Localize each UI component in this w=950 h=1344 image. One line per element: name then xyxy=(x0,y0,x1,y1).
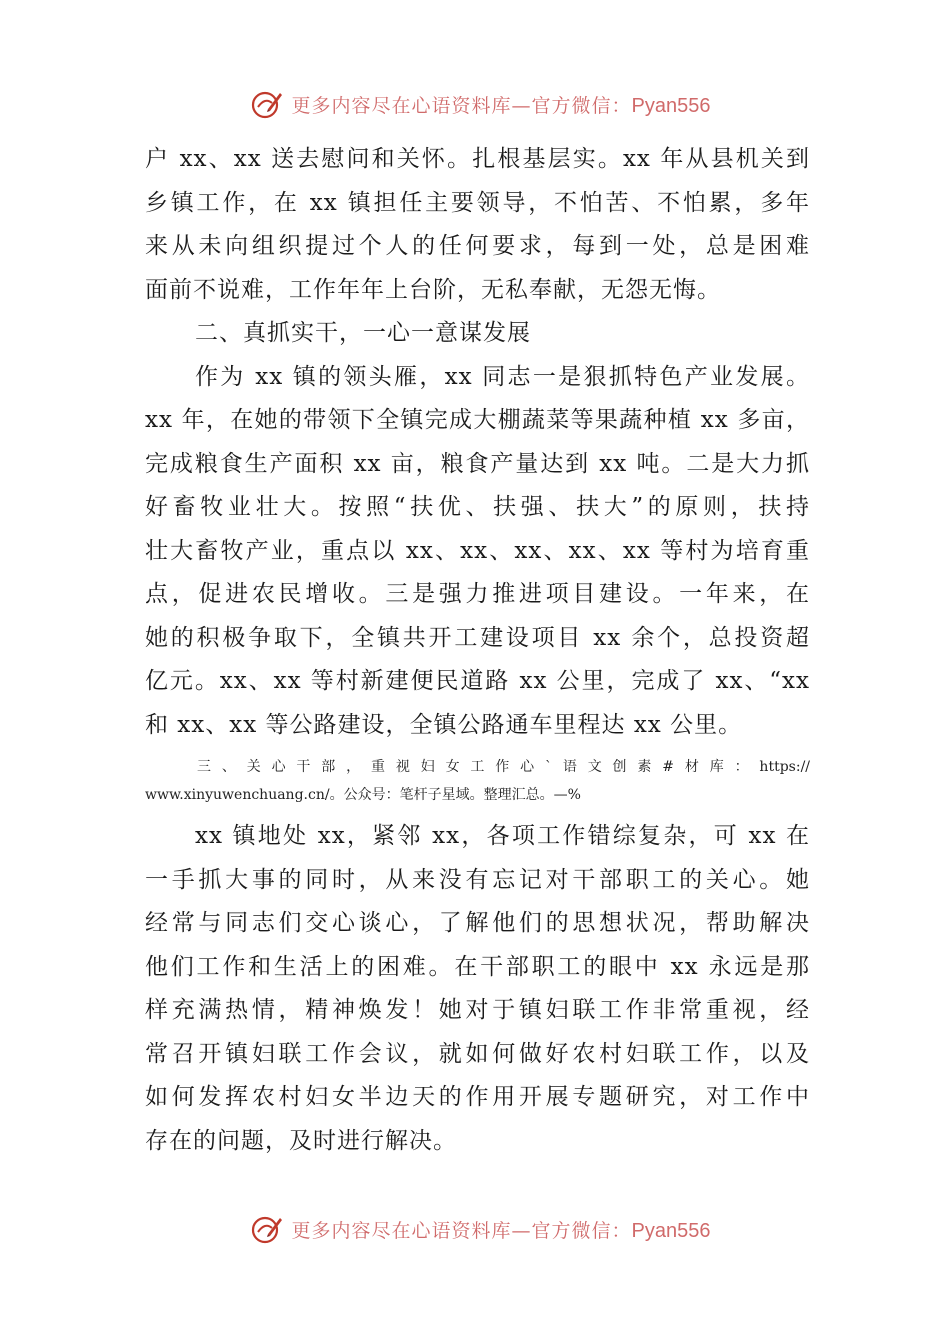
paragraph-1-line-4: 面前不说难，工作年年上台阶，无私奉献，无怨无悔。 xyxy=(145,276,721,303)
paragraph-1-line-3: 来从未向组织提过个人的任何要求，每到一处，总是困难 xyxy=(145,233,810,259)
paragraph-1-line-2: 乡镇工作，在 xx 镇担任主要领导，不怕苦、不怕累，多年 xyxy=(145,189,810,216)
paragraph-3-line-1: xx 镇地处 xx，紧邻 xx，各项工作错综复杂，可 xx 在 xyxy=(195,823,810,849)
paragraph-3-line-5: 样充满热情，精神焕发！她对于镇妇联工作非常重视，经 xyxy=(145,997,810,1023)
header-banner-label: 更多内容尽在心语资料库—官方微信： xyxy=(291,94,632,117)
paragraph-3-line-3: 经常与同志们交心谈心，了解他们的思想状况，帮助解决 xyxy=(145,910,810,936)
paragraph-2-line-3: 完成粮食生产面积 xx 亩，粮食产量达到 xx 吨。二是大力抓 xyxy=(145,450,810,477)
paragraph-2-line-9: 和 xx、xx 等公路建设，全镇公路通车里程达 xx 公里。 xyxy=(145,711,743,738)
paragraph-3-line-8: 存在的问题，及时进行解决。 xyxy=(145,1127,457,1154)
section-3-heading-line-1: 三、关心干部，重视妇女工作心`语文创素#材库：https:// xyxy=(197,759,810,775)
paragraph-2-line-5: 壮大畜牧产业，重点以 xx、xx、xx、xx、xx 等村为培育重 xyxy=(145,537,810,564)
header-banner-inner xyxy=(240,87,711,121)
footer-banner xyxy=(0,1209,950,1249)
section-2-heading: 二、真抓实干，一心一意谋发展 xyxy=(195,320,531,346)
paragraph-3-line-2: 一手抓大事的同时，从来没有忘记对干部职工的关心。她 xyxy=(145,866,810,893)
paragraph-1-line-1: 户 xx、xx 送去慰问和关怀。扎根基层实。xx 年从县机关到 xyxy=(145,146,810,172)
footer-banner-inner xyxy=(240,1212,711,1246)
footer-banner-label: 更多内容尽在心语资料库—官方微信： xyxy=(291,1219,632,1242)
footer-wechat-id: Pyan556 xyxy=(631,1219,711,1242)
paragraph-2-line-4: 好畜牧业壮大。按照“扶优、扶强、扶大”的原则，扶持 xyxy=(145,494,810,520)
paragraph-2-line-2: xx 年，在她的带领下全镇完成大棚蔬菜等果蔬种植 xx 多亩， xyxy=(145,407,810,433)
paragraph-2-line-6: 点，促进农民增收。三是强力推进项目建设。一年来，在 xyxy=(145,581,810,607)
paragraph-2-line-8: 亿元。xx、xx 等村新建便民道路 xx 公里，完成了 xx、“xx xyxy=(145,668,810,694)
pen-logo-icon xyxy=(250,1212,284,1246)
pen-logo-icon xyxy=(250,87,284,121)
header-wechat-id: Pyan556 xyxy=(631,94,711,117)
section-3-heading-line-2: www.xinyuwenchuang.cn/。公众号：笔杆子星域。整理汇总。—% xyxy=(145,787,581,803)
paragraph-3-line-7: 如何发挥农村妇女半边天的作用开展专题研究，对工作中 xyxy=(145,1084,810,1110)
footer-banner-text xyxy=(292,1216,711,1243)
header-banner xyxy=(0,84,950,124)
paragraph-2-line-1: 作为 xx 镇的领头雁，xx 同志一是狠抓特色产业发展。 xyxy=(195,363,810,390)
paragraph-2-line-7: 她的积极争取下，全镇共开工建设项目 xx 余个，总投资超 xyxy=(145,624,810,651)
document-body xyxy=(145,138,810,1163)
paragraph-3-line-6: 常召开镇妇联工作会议，就如何做好农村妇联工作，以及 xyxy=(145,1040,810,1067)
header-banner-text xyxy=(292,91,711,118)
paragraph-3-line-4: 他们工作和生活上的困难。在干部职工的眼中 xx 永远是那 xyxy=(145,953,810,980)
